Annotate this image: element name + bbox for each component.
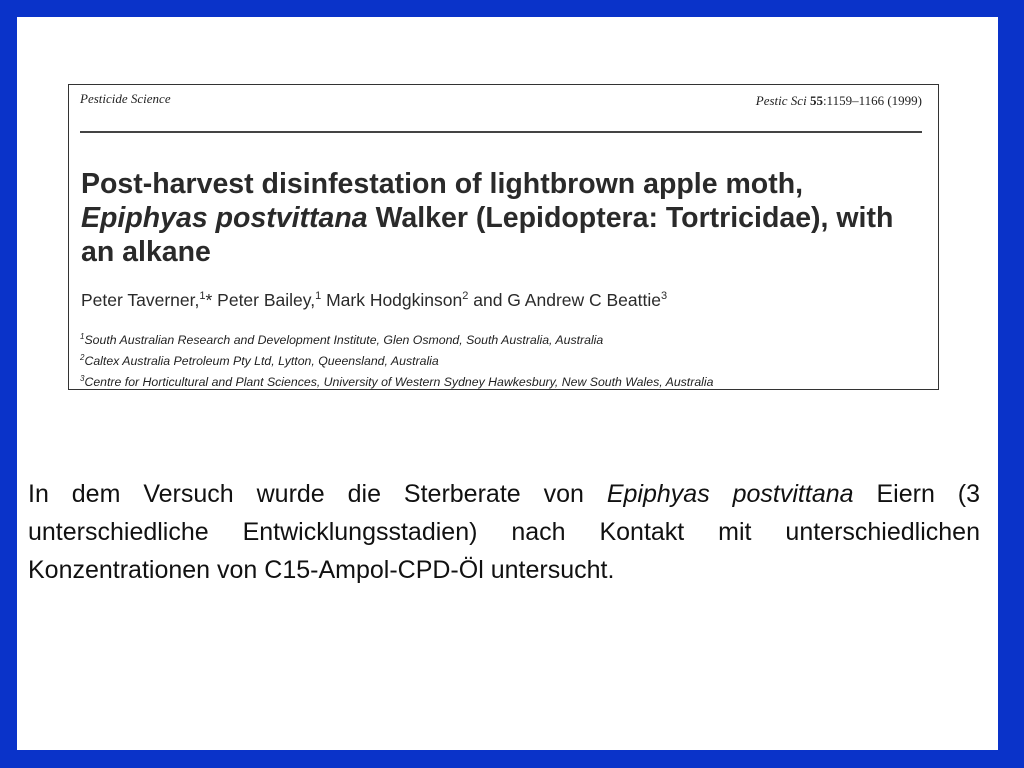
author-sup: 1 [315,290,322,303]
slide [17,17,998,750]
citation-volume: 55 [809,93,823,108]
author-mark: * [205,290,213,310]
affiliation-text: South Australian Research and Development Institute, Glen Osmond, South Australia, Australia [84,333,604,348]
author [81,290,212,310]
author-name: Mark Hodgkinson [321,290,463,310]
affiliation-num: 2 [80,353,85,363]
body-paragraph [28,475,980,589]
citation [756,93,922,109]
author-name: Peter Bailey, [212,290,316,310]
author-name: and G Andrew C Beattie [468,290,661,310]
body-text-before: In dem Versuch wurde die Sterberate von [28,480,607,508]
paper-title [81,167,921,269]
affiliation-list [80,328,713,391]
affiliation [80,370,713,391]
author-list [81,290,667,311]
author-sup: 3 [661,290,668,303]
body-text-after: Eiern (3 unterschiedliche Entwicklungsstadien) nach Kontakt mit unterschiedlichen Konzentrationen von C15-Ampol-CPD-Öl untersucht. [28,480,981,584]
author [468,290,667,310]
body-species: Epiphyas postvittana [606,480,854,508]
author-sup: 1 [199,290,206,303]
author-name: Peter Taverner, [81,290,200,310]
author-sup: 2 [462,290,469,303]
affiliation [80,328,713,349]
title-species: Epiphyas postvittana [81,202,368,234]
author [321,290,468,310]
title-part2: Walker (Lepidoptera: Tortricidae), with an alkane [81,202,894,268]
affiliation-text: Centre for Horticultural and Plant Sciences, University of Western Sydney Hawkesbury, New South Wales, Australia [84,375,714,390]
affiliation-num: 3 [80,374,85,384]
affiliation [80,349,713,370]
author [212,290,321,310]
title-part1: Post-harvest disinfestation of lightbrown apple moth, [81,168,804,200]
citation-pages: :1159–1166 (1999) [822,93,922,108]
header-rule [80,131,922,133]
affiliation-text: Caltex Australia Petroleum Pty Ltd, Lytton, Queensland, Australia [84,354,439,369]
journal-name: Pesticide Science [80,91,171,106]
affiliation-num: 1 [80,332,85,341]
citation-journal: Pestic Sci [755,93,807,108]
paper-header-image [68,84,939,390]
